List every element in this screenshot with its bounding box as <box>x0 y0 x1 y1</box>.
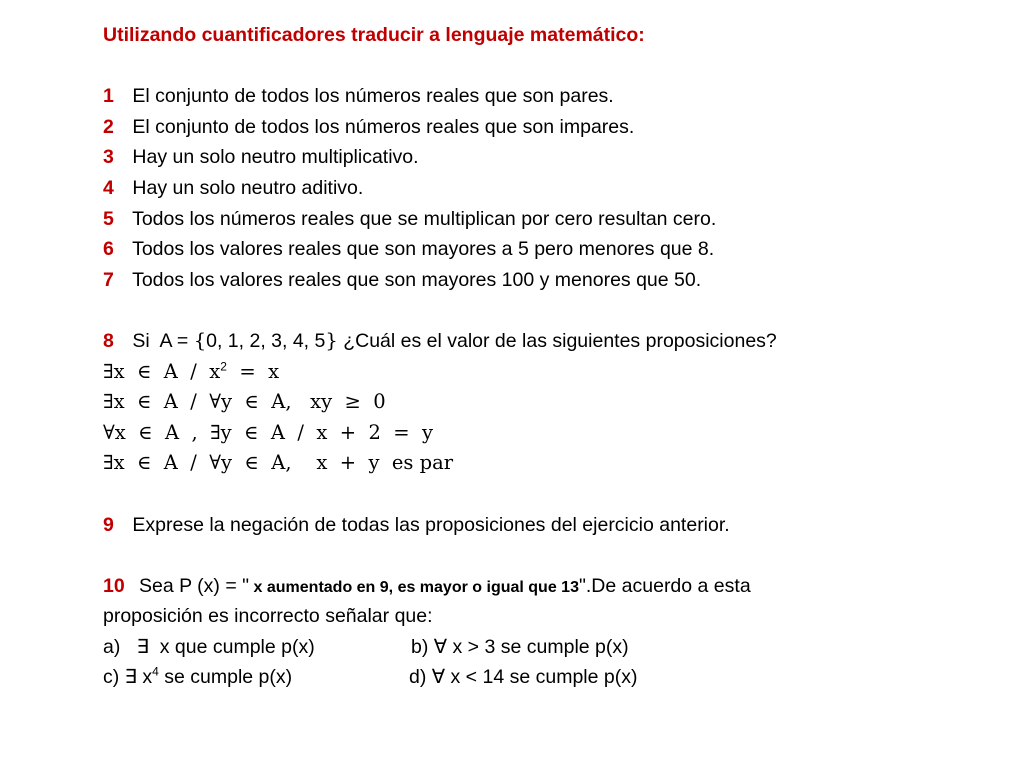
option-c-text: se cumple p(x) <box>158 666 293 689</box>
exercise-10 <box>103 571 923 602</box>
exercise-number: 5 <box>103 207 114 230</box>
option-b: b) ∀ x > 3 se cumple p(x) <box>411 635 629 658</box>
spacer <box>103 479 923 510</box>
options-row-2 <box>103 662 923 693</box>
exercise-9 <box>103 510 923 541</box>
option-d: d) ∀ x < 14 se cumple p(x) <box>409 666 638 689</box>
exercise-text: Hay un solo neutro multiplicativo. <box>132 146 419 169</box>
slide-content <box>103 20 923 693</box>
exponent: 4 <box>152 664 159 679</box>
set-open-brace: { <box>193 328 207 352</box>
exercise-text: Todos los números reales que se multiplican por cero resultan cero. <box>132 207 717 230</box>
proposition-4: ∃x ∈ A / ∀y ∈ A, x + y es par <box>103 451 454 475</box>
exercise-text: Todos los valores reales que son mayores a 5 pero menores que 8. <box>132 238 715 261</box>
option-c <box>103 662 409 693</box>
exercise-text: Exprese la negación de todas las proposiciones del ejercicio anterior. <box>132 513 730 536</box>
exercise-question: ¿Cuál es el valor de las siguientes proposiciones? <box>337 329 777 352</box>
spacer <box>103 540 923 571</box>
exercise-number: 6 <box>103 238 114 261</box>
proposition-1 <box>103 357 923 388</box>
exercise-5 <box>103 204 923 235</box>
proposition-text: = x <box>226 359 280 383</box>
exercise-bold-text: x aumentado en 9, es mayor o igual que 13 <box>249 578 579 596</box>
exercise-text: ".De acuerdo a esta <box>578 574 751 597</box>
spacer <box>103 295 923 326</box>
proposition-text: ∃x ∈ A / x <box>103 359 221 383</box>
exercise-number: 3 <box>103 146 114 169</box>
exercise-number: 10 <box>103 574 125 597</box>
exercise-text: Hay un solo neutro aditivo. <box>132 176 364 199</box>
exercise-number: 8 <box>103 329 114 352</box>
options-row-1 <box>103 632 923 663</box>
exercise-number: 7 <box>103 268 114 291</box>
exercise-number: 9 <box>103 513 114 536</box>
exercise-7 <box>103 265 923 296</box>
set-values: 0, 1, 2, 3, 4, 5 <box>206 329 326 352</box>
exercise-number: 2 <box>103 115 114 138</box>
set-close-brace: } <box>325 328 338 352</box>
exercise-number: 1 <box>103 85 114 108</box>
exponent: 2 <box>220 359 227 374</box>
spacer <box>103 51 923 82</box>
exercise-6 <box>103 234 923 265</box>
exercise-text: El conjunto de todos los números reales que son impares. <box>132 115 635 138</box>
exercise-1 <box>103 81 923 112</box>
exercise-text: Sea P (x) = " <box>139 574 250 597</box>
exercise-4 <box>103 173 923 204</box>
option-c-text: c) ∃ x <box>103 666 153 689</box>
exercise-8 <box>103 326 923 357</box>
exercise-text: El conjunto de todos los números reales que son pares. <box>132 85 614 108</box>
exercise-number: 4 <box>103 176 114 199</box>
proposition-3: ∀x ∈ A , ∃y ∈ A / x + 2 = y <box>103 420 434 444</box>
set-definition-prefix: Si A = <box>132 329 194 352</box>
exercise-text: Todos los valores reales que son mayores 100 y menores que 50. <box>132 268 702 291</box>
exercise-10-continuation: proposición es incorrecto señalar que: <box>103 605 433 628</box>
option-a: a) ∃ x que cumple p(x) <box>103 635 315 658</box>
exercise-2 <box>103 112 923 143</box>
slide-heading: Utilizando cuantificadores traducir a lenguaje matemático: <box>103 24 645 46</box>
exercise-3 <box>103 142 923 173</box>
proposition-2: ∃x ∈ A / ∀y ∈ A, xy ≥ 0 <box>103 390 386 414</box>
